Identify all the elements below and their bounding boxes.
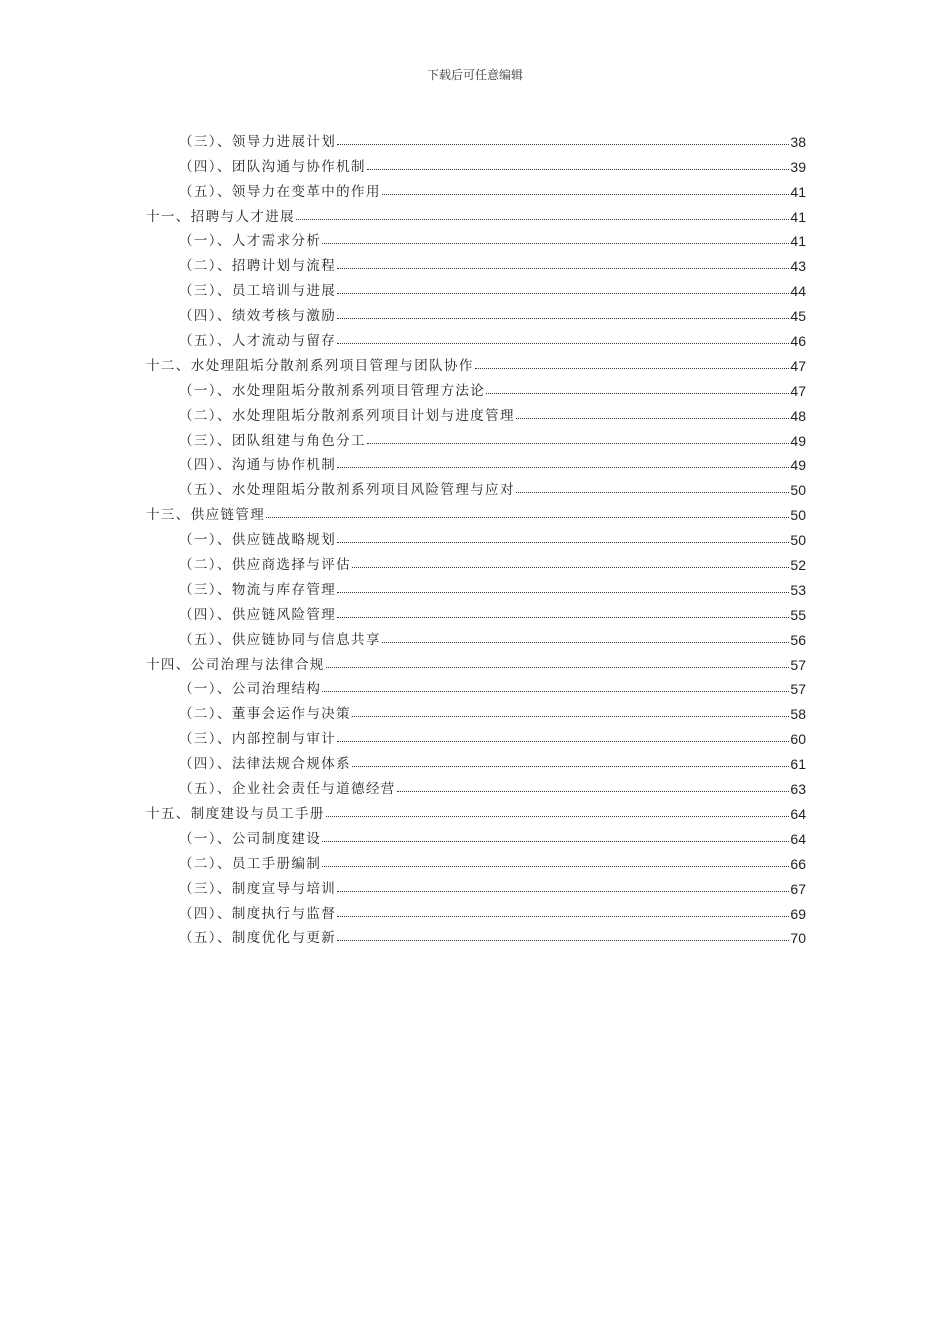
- toc-entry-title: （五）、企业社会责任与道德经营: [179, 781, 396, 798]
- toc-page-number: 69: [790, 905, 806, 922]
- toc-dot-leader: [337, 318, 789, 319]
- toc-entry-title: 十一、招聘与人才进展: [146, 208, 295, 225]
- toc-entry-title: 十五、制度建设与员工手册: [146, 805, 325, 822]
- toc-page-number: 55: [790, 606, 806, 623]
- toc-entry-title: （四）、沟通与协作机制: [179, 457, 337, 474]
- toc-section-entry[interactable]: [146, 175, 806, 200]
- toc-section-entry[interactable]: [146, 897, 806, 922]
- toc-page-number: 49: [790, 432, 806, 449]
- toc-dot-leader: [367, 443, 789, 444]
- toc-page-number: 52: [790, 557, 806, 574]
- toc-page-number: 45: [790, 308, 806, 325]
- toc-section-entry[interactable]: [146, 324, 806, 349]
- toc-section-entry[interactable]: [146, 374, 806, 399]
- toc-dot-leader: [326, 816, 790, 817]
- toc-entry-title: （二）、董事会运作与决策: [179, 706, 352, 723]
- table-of-contents: [146, 125, 806, 946]
- toc-dot-leader: [352, 716, 789, 717]
- toc-page-number: 64: [790, 830, 806, 847]
- toc-chapter-entry[interactable]: [146, 498, 806, 523]
- toc-section-entry[interactable]: [146, 548, 806, 573]
- toc-page-number: 57: [790, 656, 806, 673]
- toc-page-number: 46: [790, 333, 806, 350]
- toc-dot-leader: [337, 343, 789, 344]
- toc-entry-title: （一）、供应链战略规划: [179, 532, 337, 549]
- toc-entry-title: （一）、公司制度建设: [179, 830, 322, 847]
- toc-entry-title: （三）、团队组建与角色分工: [179, 432, 366, 449]
- toc-section-entry[interactable]: [146, 772, 806, 797]
- toc-section-entry[interactable]: [146, 299, 806, 324]
- toc-entry-title: （五）、制度优化与更新: [179, 930, 337, 947]
- toc-page-number: 41: [790, 233, 806, 250]
- toc-page-number: 48: [790, 407, 806, 424]
- toc-dot-leader: [337, 467, 789, 468]
- toc-entry-title: （四）、绩效考核与激励: [179, 308, 337, 325]
- toc-entry-title: （四）、供应链风险管理: [179, 606, 337, 623]
- toc-section-entry[interactable]: [146, 697, 806, 722]
- toc-chapter-entry[interactable]: [146, 200, 806, 225]
- toc-page-number: 67: [790, 880, 806, 897]
- toc-page-number: 56: [790, 631, 806, 648]
- toc-page-number: 58: [790, 706, 806, 723]
- toc-page-number: 64: [790, 805, 806, 822]
- toc-entry-title: （四）、制度执行与监督: [179, 905, 337, 922]
- toc-dot-leader: [337, 592, 789, 593]
- toc-entry-title: （一）、水处理阻垢分散剂系列项目管理方法论: [179, 382, 486, 399]
- toc-page-number: 47: [790, 382, 806, 399]
- toc-chapter-entry[interactable]: [146, 349, 806, 374]
- toc-dot-leader: [337, 617, 789, 618]
- toc-dot-leader: [516, 492, 789, 493]
- toc-entry-title: （二）、水处理阻垢分散剂系列项目计划与进度管理: [179, 407, 515, 424]
- toc-dot-leader: [397, 791, 790, 792]
- toc-page-number: 50: [790, 507, 806, 524]
- toc-entry-title: （三）、制度宣导与培训: [179, 880, 337, 897]
- toc-entry-title: （五）、领导力在变革中的作用: [179, 183, 381, 200]
- toc-section-entry[interactable]: [146, 225, 806, 250]
- toc-page-number: 60: [790, 731, 806, 748]
- toc-entry-title: （五）、水处理阻垢分散剂系列项目风险管理与应对: [179, 482, 515, 499]
- toc-dot-leader: [337, 916, 789, 917]
- toc-dot-leader: [322, 691, 789, 692]
- toc-entry-title: （三）、员工培训与进展: [179, 283, 337, 300]
- toc-page-number: 50: [790, 532, 806, 549]
- toc-entry-title: （五）、供应链协同与信息共享: [179, 631, 381, 648]
- toc-section-entry[interactable]: [146, 424, 806, 449]
- toc-dot-leader: [352, 766, 789, 767]
- toc-page-number: 63: [790, 781, 806, 798]
- toc-dot-leader: [322, 866, 789, 867]
- toc-dot-leader: [322, 841, 789, 842]
- toc-page-number: 50: [790, 482, 806, 499]
- toc-entry-title: （三）、领导力进展计划: [179, 133, 337, 150]
- page-header-note: 下载后可任意编辑: [426, 68, 523, 82]
- toc-page-number: 57: [790, 681, 806, 698]
- toc-dot-leader: [486, 393, 789, 394]
- toc-entry-title: （二）、供应商选择与评估: [179, 557, 352, 574]
- toc-dot-leader: [382, 194, 790, 195]
- toc-dot-leader: [266, 517, 789, 518]
- toc-entry-title: （一）、人才需求分析: [179, 233, 322, 250]
- toc-dot-leader: [367, 169, 789, 170]
- toc-page-number: 49: [790, 457, 806, 474]
- toc-dot-leader: [352, 567, 789, 568]
- toc-page-number: 41: [790, 208, 806, 225]
- toc-section-entry[interactable]: [146, 473, 806, 498]
- toc-page-number: 47: [790, 357, 806, 374]
- toc-page-number: 61: [790, 756, 806, 773]
- toc-page-number: 53: [790, 581, 806, 598]
- toc-dot-leader: [296, 219, 789, 220]
- toc-section-entry[interactable]: [146, 872, 806, 897]
- toc-section-entry[interactable]: [146, 523, 806, 548]
- toc-section-entry[interactable]: [146, 747, 806, 772]
- toc-dot-leader: [516, 418, 789, 419]
- toc-page-number: 66: [790, 855, 806, 872]
- toc-entry-title: （四）、法律法规合规体系: [179, 756, 352, 773]
- toc-dot-leader: [337, 891, 789, 892]
- toc-section-entry[interactable]: [146, 573, 806, 598]
- toc-dot-leader: [337, 268, 789, 269]
- toc-section-entry[interactable]: [146, 673, 806, 698]
- toc-page-number: 38: [790, 133, 806, 150]
- toc-section-entry[interactable]: [146, 249, 806, 274]
- toc-entry-title: （二）、招聘计划与流程: [179, 258, 337, 275]
- toc-page-number: 44: [790, 283, 806, 300]
- toc-section-entry[interactable]: [146, 274, 806, 299]
- toc-section-entry[interactable]: [146, 847, 806, 872]
- toc-section-entry[interactable]: [146, 150, 806, 175]
- toc-section-entry[interactable]: [146, 623, 806, 648]
- toc-section-entry[interactable]: [146, 922, 806, 947]
- toc-chapter-entry[interactable]: [146, 797, 806, 822]
- toc-entry-title: （三）、内部控制与审计: [179, 731, 337, 748]
- toc-page-number: 39: [790, 158, 806, 175]
- toc-entry-title: （一）、公司治理结构: [179, 681, 322, 698]
- toc-dot-leader: [337, 144, 789, 145]
- toc-section-entry[interactable]: [146, 822, 806, 847]
- toc-dot-leader: [382, 642, 790, 643]
- toc-page-number: 70: [790, 930, 806, 947]
- toc-dot-leader: [326, 667, 790, 668]
- toc-dot-leader: [337, 293, 789, 294]
- toc-dot-leader: [337, 542, 789, 543]
- toc-section-entry[interactable]: [146, 598, 806, 623]
- toc-entry-title: （三）、物流与库存管理: [179, 581, 337, 598]
- toc-entry-title: （二）、员工手册编制: [179, 855, 322, 872]
- toc-page-number: 41: [790, 183, 806, 200]
- toc-dot-leader: [475, 368, 790, 369]
- toc-section-entry[interactable]: [146, 449, 806, 474]
- toc-chapter-entry[interactable]: [146, 648, 806, 673]
- toc-page-number: 43: [790, 258, 806, 275]
- toc-entry-title: 十三、供应链管理: [146, 507, 266, 524]
- toc-entry-title: （四）、团队沟通与协作机制: [179, 158, 366, 175]
- toc-entry-title: 十四、公司治理与法律合规: [146, 656, 325, 673]
- toc-section-entry[interactable]: [146, 125, 806, 150]
- toc-section-entry[interactable]: [146, 399, 806, 424]
- toc-section-entry[interactable]: [146, 722, 806, 747]
- toc-entry-title: （五）、人才流动与留存: [179, 333, 337, 350]
- toc-dot-leader: [337, 940, 789, 941]
- toc-entry-title: 十二、水处理阻垢分散剂系列项目管理与团队协作: [146, 357, 474, 374]
- toc-dot-leader: [337, 741, 789, 742]
- toc-dot-leader: [322, 243, 789, 244]
